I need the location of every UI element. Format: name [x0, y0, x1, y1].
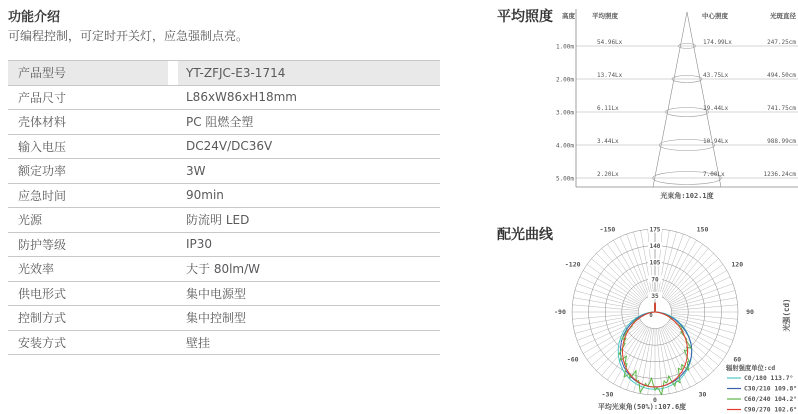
table-row [8, 306, 440, 331]
legend-entry: C30/210 109.8° [744, 385, 798, 393]
angle-tick-label: 60 [733, 355, 742, 364]
spec-label: 产品尺寸 [18, 90, 67, 105]
column-gap [168, 233, 178, 257]
spec-label: 输入电压 [18, 139, 67, 154]
spec-label: 安装方式 [18, 335, 67, 350]
column-gap [168, 257, 178, 281]
column-gap [168, 159, 178, 183]
intro-title: 功能介绍 [8, 10, 61, 25]
chart-label: 741.75cm [767, 105, 796, 112]
angle-tick-label: -60 [566, 355, 579, 364]
spec-value: 防流明 LED [186, 213, 250, 228]
column-gap [168, 208, 178, 232]
spec-value: L86xW86xH18mm [186, 90, 297, 105]
chart-label: 4.00m [556, 142, 574, 150]
radial-tick-label: 105 [649, 259, 661, 267]
intro-description: 可编程控制，可定时开关灯，应急强制点亮。 [8, 29, 249, 43]
angle-tick-label: 120 [731, 260, 744, 269]
column-gap [168, 110, 178, 134]
table-row [8, 208, 440, 233]
chart-label: 10.94Lx [703, 138, 729, 145]
distribution-curve-C30-210 [620, 303, 691, 387]
center-zero-label: 0 [649, 313, 653, 319]
radial-tick-label: 35 [651, 292, 659, 300]
chart-label: 54.96Lx [597, 39, 623, 46]
intensity-unit-label: 光强(cd) [782, 298, 791, 332]
table-row [8, 110, 440, 135]
column-gap [168, 331, 178, 355]
table-row [8, 233, 440, 258]
angle-tick-label: 150 [696, 225, 709, 234]
column-gap [168, 184, 178, 208]
legend-entry: C60/240 104.2° [744, 396, 798, 403]
legend-entry: C90/270 102.6° [744, 406, 798, 414]
chart-label: 2.00m [556, 76, 574, 84]
chart-label: 7.00Lx [703, 171, 725, 178]
spec-label: 产品型号 [8, 61, 168, 85]
chart-label: 494.50cm [767, 72, 796, 79]
light-distribution-title: 配光曲线 [497, 227, 553, 243]
chart-label: 43.75Lx [703, 72, 729, 79]
radial-tick-label: 175 [649, 226, 661, 234]
angle-tick-label: 0 [653, 396, 657, 404]
radial-tick-label: 140 [649, 243, 661, 251]
angle-tick-label: -30 [601, 390, 614, 399]
spec-value: YT-ZFJC-E3-1714 [178, 61, 440, 85]
chart-label: 174.99Lx [703, 39, 732, 46]
spec-label: 光效率 [18, 262, 55, 277]
table-row [8, 184, 440, 209]
angle-tick-label: 90 [746, 308, 754, 316]
column-gap [168, 135, 178, 159]
spec-value: PC 阻燃全塑 [186, 115, 254, 130]
table-row [8, 86, 440, 111]
column-gap [168, 282, 178, 306]
chart-label: 13.74Lx [597, 72, 623, 79]
spec-label: 控制方式 [18, 311, 67, 326]
angle-tick-label: -150 [599, 225, 616, 234]
column-gap [168, 86, 178, 110]
avg-illuminance-chart [556, 6, 798, 206]
chart-label: 19.44Lx [703, 105, 729, 112]
spec-label: 供电形式 [18, 286, 67, 301]
spec-label: 应急时间 [18, 188, 67, 203]
chart-label: 3.00m [556, 109, 574, 117]
table-row [8, 159, 440, 184]
table-row [8, 61, 440, 86]
spec-value: DC24V/DC36V [186, 139, 273, 154]
spec-value: 3W [186, 163, 206, 178]
avg-illuminance-title: 平均照度 [497, 9, 553, 25]
angle-tick-label: -120 [564, 260, 581, 269]
spec-value: 大于 80lm/W [186, 262, 261, 277]
spec-table [8, 60, 440, 355]
chart-label: 高度 [562, 12, 575, 20]
chart-label: 中心照度 [702, 12, 728, 20]
chart-label: 平均照度 [592, 12, 618, 20]
spec-value: 集中控制型 [186, 311, 247, 326]
chart-label: 1.00m [556, 43, 574, 51]
angle-tick-label: 30 [698, 390, 707, 399]
column-gap [168, 306, 178, 330]
light-distribution-chart [490, 220, 798, 414]
chart-label: 光斑直径 [770, 12, 796, 20]
cone-edge-left [653, 12, 687, 187]
avg-beam-angle-footer: 平均光束角(50%):107.6度 [597, 403, 687, 411]
spec-label: 壳体材料 [18, 115, 67, 130]
radial-tick-label: 70 [651, 276, 659, 284]
chart-label: 光束角:102.1度 [660, 192, 714, 200]
chart-label: 988.99cm [767, 138, 796, 145]
chart-label: 2.20Lx [597, 171, 619, 178]
spec-label: 防护等级 [18, 237, 67, 252]
table-row [8, 282, 440, 307]
column-gap [168, 61, 178, 85]
spec-value: IP30 [186, 237, 213, 252]
angle-tick-label: -90 [554, 308, 566, 316]
table-row [8, 135, 440, 160]
chart-label: 5.00m [556, 175, 574, 183]
spec-value: 集中电源型 [186, 286, 247, 301]
spec-label: 额定功率 [18, 164, 67, 179]
chart-label: 6.11Lx [597, 105, 619, 112]
legend-entry: C0/180 113.7° [744, 375, 794, 382]
chart-label: 3.44Lx [597, 138, 619, 145]
spec-label: 光源 [18, 213, 43, 228]
legend-title: 辐射强度单位:cd [726, 365, 776, 372]
table-row [8, 331, 440, 356]
chart-label: 1236.24cm [763, 171, 796, 178]
table-row [8, 257, 440, 282]
chart-label: 247.25cm [767, 39, 796, 46]
spec-value: 90min [186, 188, 224, 203]
spec-value: 壁挂 [186, 335, 211, 350]
